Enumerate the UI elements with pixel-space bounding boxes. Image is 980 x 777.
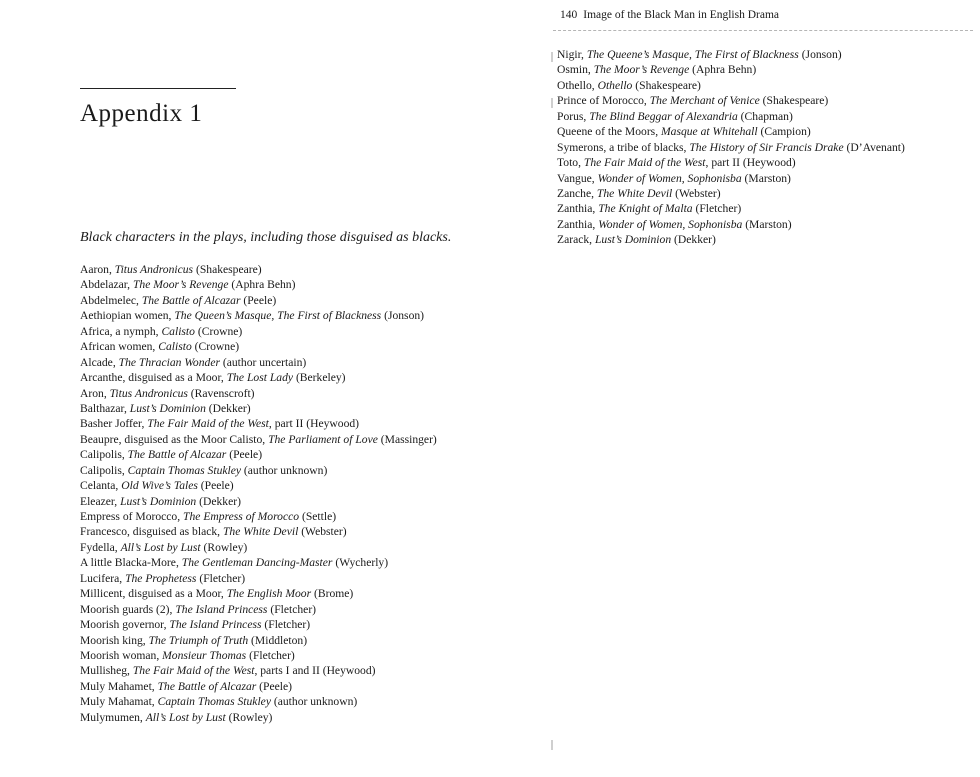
character-name: Zanthia, — [557, 217, 599, 231]
character-name: Africa, a nymph, — [80, 324, 162, 338]
character-list-left — [80, 262, 437, 725]
author-note: (Crowne) — [191, 340, 240, 354]
character-entry — [557, 201, 905, 216]
author-note: (Peele) — [197, 479, 234, 493]
author-note: (Fletcher) — [267, 602, 317, 616]
author-note: , part II (Heywood) — [705, 156, 796, 170]
character-entry — [80, 370, 437, 385]
play-title: Titus Andronicus — [109, 386, 188, 400]
play-title: Captain Thomas Stukley — [127, 463, 242, 477]
play-title: Wonder of Women, Sophonisba — [598, 217, 743, 231]
author-note: (Fletcher) — [196, 571, 246, 585]
character-entry — [80, 540, 437, 555]
play-title: Othello — [597, 78, 633, 92]
character-entry — [557, 47, 905, 62]
author-note: (Wycherly) — [332, 556, 389, 570]
play-title: The History of Sir Francis Drake — [689, 140, 844, 154]
character-entry — [557, 62, 905, 77]
gutter-mark — [551, 98, 553, 108]
play-title: The Moor’s Revenge — [593, 63, 690, 77]
character-entry — [80, 571, 437, 586]
play-title: Lust’s Dominion — [129, 401, 206, 415]
author-note: (Massinger) — [377, 432, 437, 446]
character-name: Mulymumen, — [80, 710, 146, 724]
character-entry — [80, 524, 437, 539]
play-title: The Fair Maid of the West — [583, 156, 706, 170]
play-title: The Blind Beggar of Alexandria — [589, 109, 738, 123]
author-note: (Webster) — [672, 186, 721, 200]
character-entry — [80, 494, 437, 509]
character-name: Abdelazar, — [80, 278, 133, 292]
character-entry — [80, 633, 437, 648]
character-name: Beaupre, disguised as the Moor Calisto, — [80, 432, 269, 446]
author-note: (Dekker) — [671, 233, 716, 247]
play-title: The Knight of Malta — [598, 202, 693, 216]
play-title: The Empress of Morocco — [183, 510, 300, 523]
author-note: (D’Avenant) — [843, 140, 905, 154]
character-name: Mullisheg, — [80, 664, 133, 678]
character-name: Moorish guards (2), — [80, 602, 176, 616]
character-entry — [80, 679, 437, 694]
play-title: Titus Andronicus — [114, 263, 194, 276]
character-entry — [80, 355, 437, 370]
author-note: (Dekker) — [205, 401, 251, 415]
character-name: Balthazar, — [80, 401, 130, 415]
character-name: Celanta, — [80, 479, 122, 493]
play-title: Masque at Whitehall — [661, 125, 758, 139]
character-entry — [80, 710, 437, 725]
character-entry — [80, 447, 437, 462]
play-title: Monsieur Thomas — [162, 648, 247, 662]
play-title: The Island Princess — [169, 618, 262, 632]
character-name: Toto, — [557, 156, 584, 170]
play-title: The Merchant of Venice — [649, 94, 760, 108]
author-note: (Chapman) — [737, 109, 793, 123]
character-entry — [80, 386, 437, 401]
character-entry — [80, 509, 437, 524]
play-title: The Gentleman Dancing-Master — [181, 556, 333, 570]
character-name: Basher Joffer, — [80, 417, 148, 431]
head-rule — [553, 30, 973, 31]
character-name: Arcanthe, disguised as a Moor, — [80, 371, 227, 385]
author-note: (author uncertain) — [219, 355, 307, 369]
right-page — [545, 0, 980, 777]
play-title: Wonder of Women, Sophonisba — [597, 171, 742, 185]
character-name: Empress of Morocco, — [80, 510, 184, 523]
author-note: (Aphra Behn) — [228, 278, 296, 292]
play-title: Lust’s Dominion — [120, 494, 197, 508]
character-entry — [80, 648, 437, 663]
play-title: The Fair Maid of the West — [132, 664, 255, 678]
character-name: Aaron, — [80, 263, 115, 276]
character-name: Eleazer, — [80, 494, 121, 508]
character-name: Moorish woman, — [80, 648, 163, 662]
author-note: (Settle) — [299, 510, 337, 523]
author-note: (Berkeley) — [293, 371, 346, 385]
play-title: The Thracian Wonder — [118, 355, 220, 369]
character-entry — [557, 124, 905, 139]
author-note: (author unknown) — [241, 463, 328, 477]
character-entry — [80, 293, 437, 308]
author-note: (Peele) — [226, 448, 263, 462]
play-title: The White Devil — [596, 186, 673, 200]
character-name: Fydella, — [80, 540, 121, 554]
character-name: Vangue, — [557, 171, 598, 185]
character-name: Aethiopian women, — [80, 309, 175, 323]
character-name: Nigir, — [557, 48, 587, 61]
page-number: 140 — [560, 9, 578, 21]
play-title: The Parliament of Love — [268, 432, 378, 446]
play-title: The Battle of Alcazar — [141, 293, 241, 307]
character-entry — [80, 324, 437, 339]
play-title: The Fair Maid of the West — [147, 417, 269, 431]
character-name: Calipolis, — [80, 463, 128, 477]
author-note: (Dekker) — [196, 494, 241, 508]
author-note: (Jonson) — [381, 309, 425, 323]
author-note: (Fletcher) — [692, 202, 742, 216]
character-name: Abdelmelec, — [80, 293, 142, 307]
play-title: The English Moor — [226, 587, 312, 601]
play-title: Captain Thomas Stukley — [157, 695, 271, 709]
character-entry — [557, 171, 905, 186]
character-name: Muly Mahamet, — [80, 679, 158, 693]
author-note: (Rowley) — [225, 710, 273, 724]
author-note: (Marston) — [742, 217, 792, 231]
author-note: (Fletcher) — [261, 618, 311, 632]
character-entry — [557, 109, 905, 124]
running-head — [560, 9, 779, 21]
title-rule — [80, 88, 236, 89]
play-title: The Queen’s Masque, The First of Blackness — [174, 309, 382, 323]
character-name: A little Blacka-More, — [80, 556, 182, 570]
gutter-mark — [551, 740, 553, 750]
author-note: (Jonson) — [798, 48, 842, 61]
character-name: Zanche, — [557, 186, 597, 200]
author-note: (Campion) — [757, 125, 811, 139]
character-entry — [80, 663, 437, 678]
author-note: (Shakespeare) — [759, 94, 829, 108]
author-note: (Peele) — [256, 679, 292, 693]
character-entry — [557, 186, 905, 201]
author-note: (Peele) — [240, 293, 277, 307]
appendix-subtitle: Black characters in the plays, including those disguised as blacks. — [80, 230, 452, 245]
character-entry — [80, 463, 437, 478]
character-name: Symerons, a tribe of blacks, — [557, 140, 690, 154]
play-title: The Battle of Alcazar — [127, 448, 227, 462]
character-entry — [80, 478, 437, 493]
character-entry — [557, 217, 905, 232]
play-title: The Island Princess — [175, 602, 268, 616]
character-name: Zarack, — [557, 233, 595, 247]
character-name: African women, — [80, 340, 159, 354]
author-note: (Brome) — [311, 587, 354, 601]
character-entry — [80, 339, 437, 354]
author-note: (Ravenscroft) — [187, 386, 255, 400]
play-title: Calisto — [158, 340, 192, 354]
play-title: All’s Lost by Lust — [145, 710, 226, 724]
running-head-title: Image of the Black Man in English Drama — [583, 9, 780, 21]
character-entry — [557, 232, 905, 247]
character-entry — [80, 586, 437, 601]
character-name: Osmin, — [557, 63, 594, 77]
play-title: The Moor’s Revenge — [132, 278, 229, 292]
character-name: Moorish king, — [80, 633, 149, 647]
author-note: (Middleton) — [248, 633, 308, 647]
author-note: (Fletcher) — [246, 648, 295, 662]
appendix-title: Appendix 1 — [80, 100, 203, 127]
character-entry — [80, 262, 437, 277]
author-note: (Crowne) — [194, 324, 243, 338]
play-title: All’s Lost by Lust — [120, 540, 201, 554]
play-title: Calisto — [161, 324, 195, 338]
character-name: Moorish governor, — [80, 618, 170, 632]
author-note: (Shakespeare) — [193, 263, 262, 276]
author-note: (Webster) — [298, 525, 347, 539]
character-entry — [80, 432, 437, 447]
play-title: The Battle of Alcazar — [157, 679, 257, 693]
character-entry — [80, 617, 437, 632]
character-name: Zanthia, — [557, 202, 599, 216]
play-title: The White Devil — [222, 525, 299, 539]
author-note: (Aphra Behn) — [689, 63, 757, 77]
character-entry — [557, 78, 905, 93]
character-name: Calipolis, — [80, 448, 128, 462]
character-entry — [557, 155, 905, 170]
character-entry — [80, 416, 437, 431]
character-entry — [557, 93, 905, 108]
character-entry — [80, 602, 437, 617]
author-note: (author unknown) — [270, 695, 358, 709]
character-entry — [80, 277, 437, 292]
character-name: Alcade, — [80, 355, 119, 369]
character-name: Millicent, disguised as a Moor, — [80, 587, 227, 601]
author-note: (Shakespeare) — [632, 78, 701, 92]
author-note: , parts I and II (Heywood) — [254, 664, 376, 678]
gutter-mark — [551, 52, 553, 62]
character-name: Queene of the Moors, — [557, 125, 661, 139]
author-note: (Marston) — [741, 171, 791, 185]
author-note: (Rowley) — [200, 540, 248, 554]
play-title: Old Wive’s Tales — [121, 479, 198, 493]
play-title: The Queene’s Masque, The First of Blackness — [586, 48, 799, 61]
character-entry — [557, 140, 905, 155]
character-entry — [80, 555, 437, 570]
character-name: Lucifera, — [80, 571, 126, 585]
play-title: The Lost Lady — [226, 371, 294, 385]
character-list-right — [557, 47, 905, 248]
play-title: The Prophetess — [125, 571, 197, 585]
character-name: Muly Mahamat, — [80, 695, 158, 709]
character-name: Othello, — [557, 78, 598, 92]
play-title: Lust’s Dominion — [594, 233, 672, 247]
author-note: , part II (Heywood) — [268, 417, 360, 431]
character-name: Aron, — [80, 386, 110, 400]
character-entry — [80, 401, 437, 416]
character-name: Porus, — [557, 109, 590, 123]
character-entry — [80, 308, 437, 323]
character-name: Prince of Morocco, — [557, 94, 650, 108]
character-entry — [80, 694, 437, 709]
play-title: The Triumph of Truth — [148, 633, 249, 647]
character-name: Francesco, disguised as black, — [80, 525, 223, 539]
